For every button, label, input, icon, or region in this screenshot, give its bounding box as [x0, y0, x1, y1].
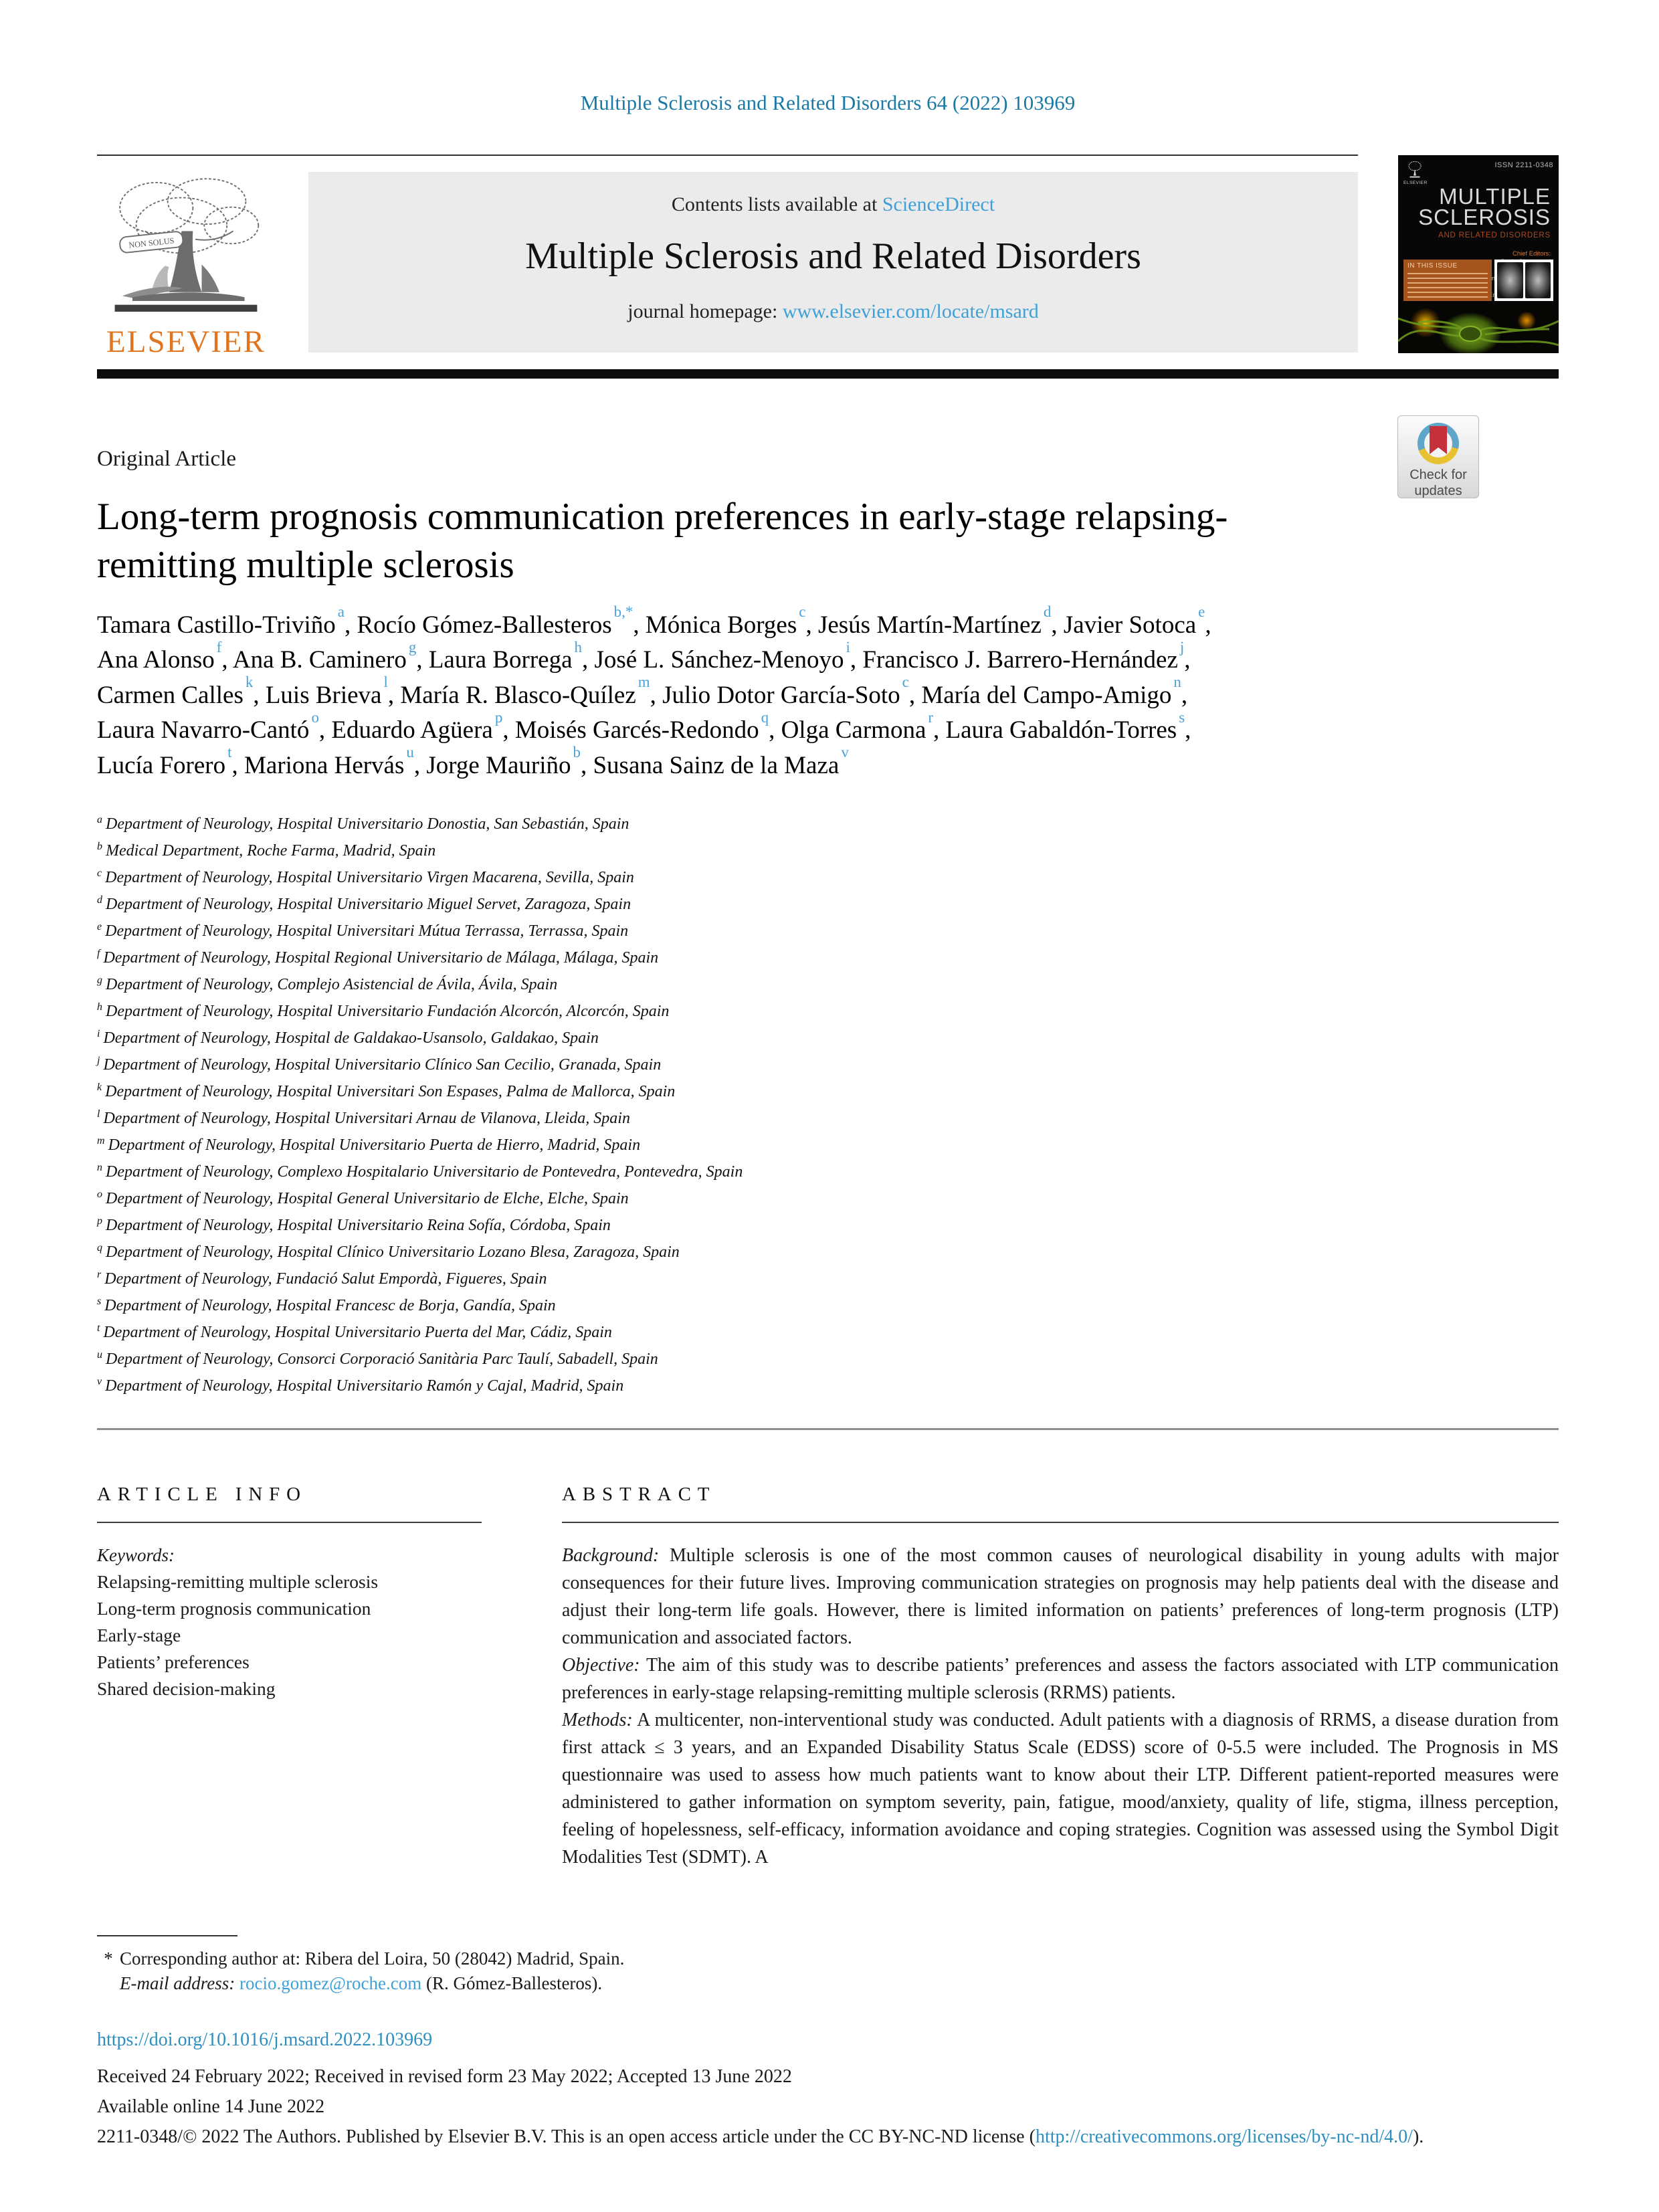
license-text: 2211-0348/© 2022 The Authors. Published by Elsevier B.V. This is an open access article under the CC BY-NC-ND license ( [97, 2126, 1036, 2148]
author: Olga Carmona $^r$ [781, 708, 934, 744]
article-type-label: Original Article [97, 447, 237, 471]
abstract-section-label: Background: [562, 1545, 660, 1567]
author-affiliation-superscript: j [1179, 638, 1185, 656]
author: Jesús Martín-Martínez $^d$ [817, 603, 1052, 639]
author-affiliation-superscript: i [846, 638, 850, 656]
footnote-text: Corresponding author at: Ribera del Loira, 50 (28042) Madrid, Spain. [120, 1948, 625, 1969]
article-info-rule [97, 1522, 482, 1523]
affiliation: $^n$ Department of Neurology, Complexo Hospitalario Universitario de Pontevedra, Pontevedra, Spain [97, 1162, 743, 1181]
author: Rocío Gómez-Ballesteros $^{b,*}$ [357, 603, 633, 639]
license-text-end: ). [1412, 2126, 1424, 2148]
affiliation: $^r$ Department of Neurology, Fundació Salut Empordà, Figueres, Spain [97, 1269, 547, 1288]
author: María del Campo-Amigo $^n$ [921, 674, 1181, 709]
author-affiliation-superscript: q [761, 708, 769, 726]
badge-line1: Check for [1409, 468, 1467, 482]
cover-in-this-issue-box [1403, 260, 1492, 301]
homepage-line [308, 300, 1358, 323]
author-affiliation-superscript: s [1179, 708, 1185, 726]
author-affiliation-superscript: e [1198, 603, 1205, 620]
article-footer [97, 2025, 1559, 2152]
affiliation: $^k$ Department of Neurology, Hospital Universitari Son Espases, Palma de Mallorca, Spain [97, 1082, 676, 1101]
author-affiliation-superscript: f [216, 638, 222, 656]
author: Francisco J. Barrero-Hernández $^j$ [862, 638, 1185, 674]
affiliation: $^l$ Department of Neurology, Hospital Universitari Arnau de Vilanova, Lleida, Spain [97, 1108, 630, 1128]
elsevier-mini-wordmark: ELSEVIER [1403, 181, 1428, 185]
journal-homepage-link[interactable]: www.elsevier.com/locate/msard [782, 300, 1039, 322]
abstract-rule [562, 1522, 1559, 1523]
badge-line2: updates [1414, 484, 1462, 498]
cover-editors-label: Chief Editors: [1512, 249, 1551, 258]
keyword: Long-term prognosis communication [97, 1598, 371, 1619]
journal-citation-link[interactable]: Multiple Sclerosis and Related Disorders 64 (2022) 103969 [580, 91, 1076, 114]
footnote-asterisk: * [104, 1948, 113, 1969]
abstract-section-label: Methods: [562, 1710, 633, 1731]
figure-silhouette [202, 264, 219, 292]
affiliation: $^t$ Department of Neurology, Hospital Universitario Puerta del Mar, Cádiz, Spain [97, 1322, 612, 1342]
elsevier-wordmark: ELSEVIER [106, 324, 266, 359]
received-dates: Received 24 February 2022; Received in revised form 23 May 2022; Accepted 13 June 2022 [97, 2066, 792, 2088]
contents-prefix: Contents lists available at [671, 193, 882, 215]
author: Eduardo Agüera $^p$ [331, 708, 503, 744]
affiliation: $^j$ Department of Neurology, Hospital Universitario Clínico San Cecilio, Granada, Spain [97, 1055, 662, 1074]
affiliation: $^d$ Department of Neurology, Hospital Universitario Miguel Servet, Zaragoza, Spain [97, 894, 631, 914]
journal-title: Multiple Sclerosis and Related Disorders [525, 235, 1141, 277]
article-body [97, 447, 1559, 2152]
abstract-paragraphs [562, 1542, 1559, 1871]
author: Carmen Calles $^k$ [97, 674, 254, 709]
abstract-paragraph: Background: Multiple sclerosis is one of the most common causes of neurological disability in young adults with major consequences for their future lives. Improving communication strategies on prognosis may help patients deal with the disease and adjust their long-term life goals. However, there is limited information on patients’ preferences of long-term prognosis (LTP) communication and associated factors. [562, 1545, 1559, 1649]
author-affiliation-superscript: l [383, 674, 388, 691]
author: Luis Brieva $^l$ [265, 674, 388, 709]
elsevier-logo [99, 171, 273, 367]
available-online: Available online 14 June 2022 [97, 2096, 325, 2118]
affiliation: $^u$ Department of Neurology, Consorci Corporació Sanitària Parc Taulí, Sabadell, Spain [97, 1349, 658, 1369]
author-affiliation-superscript: a [337, 603, 345, 620]
corresponding-author-footnote [97, 1935, 1559, 1994]
svg-text:NON SOLUS: NON SOLUS [128, 235, 175, 250]
author-affiliation-superscript: b [573, 744, 581, 761]
sciencedirect-link[interactable]: ScienceDirect [882, 193, 995, 215]
author-affiliation-superscript: g [408, 638, 417, 656]
footnote-line [97, 1948, 1559, 1969]
cover-title-line2: SCLEROSIS [1418, 205, 1551, 230]
affiliation: $^m$ Department of Neurology, Hospital Universitario Puerta de Hierro, Madrid, Spain [97, 1135, 641, 1154]
author: Moisés Garcés-Redondo $^q$ [514, 708, 769, 744]
keyword: Early-stage [97, 1625, 181, 1646]
cover-mri-images [1494, 260, 1553, 301]
author: Susana Sainz de la Maza $^v$ [593, 744, 849, 779]
issue-text-lines-decoration [1407, 273, 1488, 300]
cover-title-line1: MULTIPLE [1439, 184, 1551, 209]
keyword: Shared decision-making [97, 1678, 276, 1700]
affiliation: $^b$ Medical Department, Roche Farma, Madrid, Spain [97, 841, 436, 860]
author-affiliation-superscript: b,* [613, 603, 633, 620]
author-affiliation-superscript: h [574, 638, 582, 656]
keywords-label: Keywords: [97, 1545, 175, 1566]
header-thick-rule [97, 369, 1559, 379]
author-affiliation-superscript: c [902, 674, 909, 691]
affiliation: $^v$ Department of Neurology, Hospital Universitario Ramón y Cajal, Madrid, Spain [97, 1376, 624, 1395]
author-affiliation-superscript: m [638, 674, 650, 691]
cover-neuron-image [1398, 302, 1559, 353]
abstract-section-label: Objective: [562, 1655, 640, 1676]
mri-image [1525, 262, 1551, 298]
author-affiliation-superscript: c [799, 603, 806, 620]
author-affiliation-superscript: u [406, 744, 414, 761]
email-link[interactable]: rocio.gomez@roche.com [239, 1973, 422, 1994]
header-top-rule [97, 155, 1358, 156]
abstract-column [562, 1430, 1559, 1871]
author-affiliation-superscript: k [245, 674, 254, 691]
keyword-list [97, 1569, 482, 1702]
license-line [97, 2122, 1559, 2152]
keyword: Relapsing-remitting multiple sclerosis [97, 1571, 379, 1593]
affiliation: $^q$ Department of Neurology, Hospital Clínico Universitario Lozano Blesa, Zaragoza, Spain [97, 1242, 680, 1262]
author: Julio Dotor García-Soto $^c$ [662, 674, 909, 709]
author: Laura Navarro-Cantó $^o$ [97, 708, 319, 744]
affiliation: $^f$ Department of Neurology, Hospital Regional Universitario de Málaga, Málaga, Spain [97, 948, 659, 967]
article-info-column [97, 1430, 482, 1871]
cover-issn: ISSN 2211-0348 [1494, 161, 1553, 169]
elsevier-mini-tree-icon [1406, 161, 1424, 181]
email-suffix: (R. Gómez-Ballesteros). [421, 1973, 603, 1994]
footnote-rule [97, 1935, 237, 1936]
author: Tamara Castillo-Triviño $^a$ [97, 603, 345, 639]
affiliation: $^p$ Department of Neurology, Hospital Universitario Reina Sofía, Córdoba, Spain [97, 1215, 611, 1235]
author-list: Tamara Castillo-Triviño $^a$, Rocío Gómez-Ballesteros $^{b,*}$, Mónica Borges $^c$, Jesús Martín-Martínez $^d$, Javier Sotoca $^e$, Ana Alonso $^f$, Ana B. Caminero $^g$, Laura Borrega $^h$, José L. Sánchez-Menoyo $^i$, Francisco J. Barrero-Hernández $^j$, Carmen Calles $^k$, Luis Brieva $^l$, María R. Blasco-Quílez $^m$, Julio Dotor García-Soto $^c$, María del Campo-Amigo $^n$, Laura Navarro-Cantó $^o$, Eduardo Agüera $^p$, Moisés Garcés-Redondo $^q$, Olga Carmona $^r$, Laura Gabaldón-Torres $^s$, Lucía Forero $^t$, Mariona Hervás $^u$, Jorge Mauriño $^b$, Susana Sainz de la Maza $^v$ [97, 603, 1211, 779]
affiliation: $^a$ Department of Neurology, Hospital Universitario Donostia, San Sebastián, Spain [97, 814, 629, 833]
email-label: E-mail address: [120, 1973, 235, 1994]
cover-subtitle: AND RELATED DISORDERS [1438, 231, 1551, 239]
author: Laura Borrega $^h$ [428, 638, 582, 674]
author: Jorge Mauriño $^b$ [426, 744, 581, 779]
non-solus-banner [119, 231, 183, 253]
keyword: Patients’ preferences [97, 1651, 250, 1673]
elsevier-tree-icon [106, 171, 266, 322]
footnote-email-line [120, 1973, 1559, 1994]
abstract-heading: ABSTRACT [562, 1484, 716, 1506]
author: Mónica Borges $^c$ [645, 603, 806, 639]
article-info-heading: ARTICLE INFO [97, 1484, 307, 1506]
elsevier-mini-logo [1403, 161, 1426, 185]
author: Laura Gabaldón-Torres $^s$ [945, 708, 1185, 744]
affiliation: $^e$ Department of Neurology, Hospital Universitari Mútua Terrassa, Terrassa, Spain [97, 921, 629, 940]
cover-title [1398, 186, 1559, 228]
author: José L. Sánchez-Menoyo $^i$ [594, 638, 850, 674]
author: Javier Sotoca $^e$ [1063, 603, 1205, 639]
license-link[interactable]: http://creativecommons.org/licenses/by-nc-nd/4.0/ [1035, 2126, 1413, 2148]
author: Mariona Hervás $^u$ [244, 744, 414, 779]
author-affiliation-superscript: r [928, 708, 934, 726]
homepage-prefix: journal homepage: [627, 300, 783, 322]
mri-image [1497, 262, 1523, 298]
affiliation: $^s$ Department of Neurology, Hospital Francesc de Borja, Gandía, Spain [97, 1296, 556, 1315]
affiliation: $^h$ Department of Neurology, Hospital Universitario Fundación Alcorcón, Alcorcón, Spain [97, 1001, 670, 1021]
author-affiliation-superscript: p [494, 708, 503, 726]
affiliation-list [97, 809, 1559, 1397]
journal-cover-thumbnail[interactable] [1398, 155, 1559, 353]
contents-line [308, 193, 1358, 216]
author: Ana Alonso $^f$ [97, 638, 222, 674]
affiliation: $^g$ Department of Neurology, Complejo Asistencial de Ávila, Ávila, Spain [97, 975, 558, 994]
affiliation: $^c$ Department of Neurology, Hospital Universitario Virgen Macarena, Sevilla, Spain [97, 868, 634, 887]
author-affiliation-superscript: d [1043, 603, 1052, 620]
author-affiliation-superscript: t [227, 744, 232, 761]
affiliation: $^i$ Department of Neurology, Hospital de Galdakao-Usansolo, Galdakao, Spain [97, 1028, 599, 1047]
author-affiliation-superscript: o [311, 708, 319, 726]
article-title: Long-term prognosis communication preferences in early-stage relapsing-remitting multiple sclerosis [97, 496, 1228, 586]
affiliation: $^o$ Department of Neurology, Hospital General Universitario de Elche, Elche, Spain [97, 1189, 629, 1208]
author: Lucía Forero $^t$ [97, 744, 232, 779]
abstract-paragraph: Methods: A multicenter, non-interventional study was conducted. Adult patients with a diagnosis of RRMS, a disease duration from first attack ≤ 3 years, and an Expanded Disability Status Scale (EDSS) score of 0-5.5 were included. The Prognosis in MS questionnaire was used to assess how much patients want to know about their LTP. Different patient-reported measures were administered to gather information on symptom severity, pain, fatigue, mood/anxiety, quality of life, stigma, illness perception, feeling of hopelessness, self-efficacy, information avoidance and coping strategies. Cognition was assessed using the Symbol Digit Modalities Test (SDMT). A [562, 1710, 1559, 1868]
author: María R. Blasco-Quílez $^m$ [400, 674, 650, 709]
abstract-paragraph: Objective: The aim of this study was to describe patients’ preferences and assess the factors associated with LTP communication preferences in early-stage relapsing-remitting multiple sclerosis (RRMS) patients. [562, 1655, 1559, 1704]
author-affiliation-superscript: n [1173, 674, 1181, 691]
author-affiliation-superscript: v [841, 744, 849, 761]
in-this-issue-label: IN THIS ISSUE [1407, 262, 1458, 270]
logo-base-bar [115, 305, 258, 312]
author: Ana B. Caminero $^g$ [232, 638, 417, 674]
doi-link[interactable]: https://doi.org/10.1016/j.msard.2022.103969 [97, 2029, 433, 2051]
journal-header-band [308, 172, 1358, 353]
